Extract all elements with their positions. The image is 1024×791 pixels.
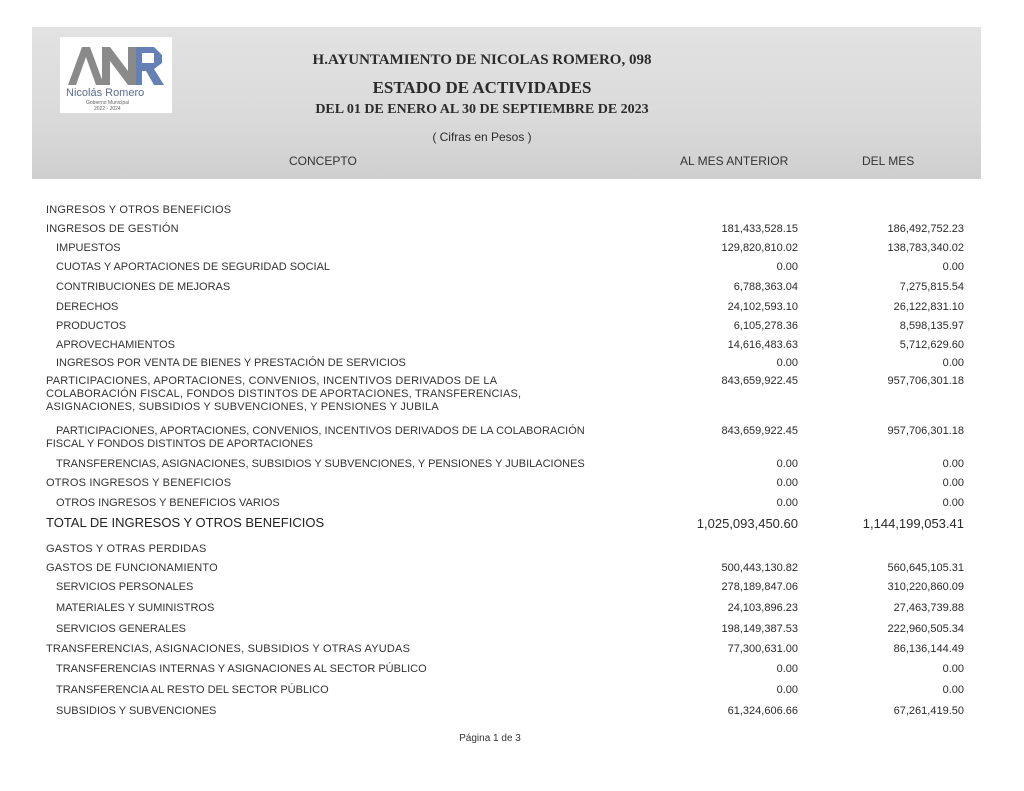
row-label: DERECHOS <box>56 301 119 313</box>
column-header-concept: CONCEPTO <box>289 154 357 168</box>
row-current-value: 957,706,301.18 <box>887 425 964 437</box>
table-row <box>0 602 1024 622</box>
row-prev-value: 0.00 <box>776 663 798 675</box>
row-current-value: 27,463,739.88 <box>893 602 964 614</box>
row-current-value: 8,598,135.97 <box>899 320 964 332</box>
row-current-value: 560,645,105.31 <box>887 562 964 574</box>
table-row <box>0 562 1024 582</box>
row-label: INGRESOS POR VENTA DE BIENES Y PRESTACIÓN DE SERVICIOS <box>56 357 406 369</box>
row-prev-value: 500,443,130.82 <box>721 562 798 574</box>
table-row <box>0 425 1024 455</box>
row-current-value: 0.00 <box>942 261 964 273</box>
row-current-value: 67,261,419.50 <box>893 705 964 717</box>
table-row <box>0 623 1024 643</box>
table-row <box>0 705 1024 725</box>
table-row <box>0 458 1024 478</box>
row-label: PARTICIPACIONES, APORTACIONES, CONVENIOS, INCENTIVOS DERIVADOS DE LA COLABORACIÓN FISCAL Y FONDOS DISTINTOS DE APORTACIONES <box>46 425 585 450</box>
row-prev-value: 129,820,810.02 <box>721 242 798 254</box>
column-header-current-month: DEL MES <box>862 154 915 168</box>
row-current-value: 0.00 <box>942 497 964 509</box>
row-prev-value: 61,324,606.66 <box>727 705 798 717</box>
row-label: GASTOS DE FUNCIONAMIENTO <box>46 562 218 574</box>
row-prev-value: 843,659,922.45 <box>721 425 798 437</box>
row-prev-value: 14,616,483.63 <box>727 339 798 351</box>
row-current-value: 1,144,199,053.41 <box>862 516 964 531</box>
row-label: APROVECHAMIENTOS <box>56 339 175 351</box>
table-row <box>0 581 1024 601</box>
row-prev-value: 6,105,278.36 <box>733 320 798 332</box>
logo-subtitle: Gobierno Municipal <box>86 100 130 106</box>
row-label: OTROS INGRESOS Y BENEFICIOS <box>46 477 232 489</box>
row-prev-value: 0.00 <box>776 497 798 509</box>
row-prev-value: 0.00 <box>776 458 798 470</box>
table-row <box>0 204 1024 224</box>
row-label: SERVICIOS PERSONALES <box>56 581 194 593</box>
table-row <box>0 339 1024 359</box>
report-title: ESTADO DE ACTIVIDADES <box>372 78 592 97</box>
table-row <box>0 320 1024 340</box>
row-label: PRODUCTOS <box>56 320 127 332</box>
row-prev-value: 1,025,093,450.60 <box>696 516 798 531</box>
table-row <box>0 663 1024 683</box>
table-row <box>0 375 1024 419</box>
table-row <box>0 543 1024 563</box>
row-label: IMPUESTOS <box>56 242 121 254</box>
table-row <box>0 497 1024 517</box>
table-row <box>0 643 1024 663</box>
row-label: OTROS INGRESOS Y BENEFICIOS VARIOS <box>56 497 280 509</box>
row-current-value: 7,275,815.54 <box>899 281 964 293</box>
row-prev-value: 181,433,528.15 <box>721 223 798 235</box>
row-current-value: 5,712,629.60 <box>899 339 964 351</box>
row-prev-value: 24,103,896.23 <box>727 602 798 614</box>
report-period: DEL 01 DE ENERO AL 30 DE SEPTIEMBRE DE 2023 <box>315 102 649 117</box>
table-row <box>0 281 1024 301</box>
row-label: GASTOS Y OTRAS PERDIDAS <box>46 543 207 555</box>
page-number: Página 1 de 3 <box>459 733 521 744</box>
table-row <box>0 357 1024 377</box>
table-row <box>0 261 1024 281</box>
table-row <box>0 477 1024 497</box>
row-current-value: 0.00 <box>942 357 964 369</box>
row-label: SERVICIOS GENERALES <box>56 623 187 635</box>
row-prev-value: 77,300,631.00 <box>727 643 798 655</box>
table-row <box>0 242 1024 262</box>
row-prev-value: 6,788,363.04 <box>733 281 798 293</box>
row-prev-value: 24,102,593.10 <box>727 301 798 313</box>
column-header-prev-month: AL MES ANTERIOR <box>680 154 789 168</box>
row-label: CONTRIBUCIONES DE MEJORAS <box>56 281 231 293</box>
row-prev-value: 198,149,387.53 <box>721 623 798 635</box>
entity-name: H.AYUNTAMIENTO DE NICOLAS ROMERO, 098 <box>312 52 652 68</box>
table-row-total <box>0 516 1024 536</box>
row-prev-value: 843,659,922.45 <box>721 375 798 387</box>
row-current-value: 0.00 <box>942 684 964 696</box>
row-label: TOTAL DE INGRESOS Y OTROS BENEFICIOS <box>46 515 325 530</box>
row-label: PARTICIPACIONES, APORTACIONES, CONVENIOS, INCENTIVOS DERIVADOS DE LA COLABORACIÓN FISCAL, FONDOS DISTINTOS DE APORTACIONES, TRANSFERENCIAS, ASIGNACIONES, SUBSIDIOS Y SUBVENCIONES, Y PENSIONES Y JUBILA <box>46 375 522 413</box>
table-row <box>0 684 1024 704</box>
row-prev-value: 278,189,847.06 <box>721 581 798 593</box>
table-row <box>0 301 1024 321</box>
row-current-value: 310,220,860.09 <box>887 581 964 593</box>
row-prev-value: 0.00 <box>776 477 798 489</box>
row-current-value: 0.00 <box>942 477 964 489</box>
logo-period: 2022 - 2024 <box>94 106 121 112</box>
row-current-value: 957,706,301.18 <box>887 375 964 387</box>
row-current-value: 86,136,144.49 <box>893 643 964 655</box>
row-current-value: 26,122,831.10 <box>893 301 964 313</box>
row-prev-value: 0.00 <box>776 357 798 369</box>
row-current-value: 138,783,340.02 <box>887 242 964 254</box>
row-label: SUBSIDIOS Y SUBVENCIONES <box>56 705 217 717</box>
row-label: TRANSFERENCIAS, ASIGNACIONES, SUBSIDIOS Y OTRAS AYUDAS <box>46 643 411 655</box>
row-label: MATERIALES Y SUMINISTROS <box>56 602 215 614</box>
row-current-value: 0.00 <box>942 663 964 675</box>
report-units: ( Cifras en Pesos ) <box>432 130 532 144</box>
table-row <box>0 223 1024 243</box>
row-current-value: 0.00 <box>942 458 964 470</box>
row-label: TRANSFERENCIAS INTERNAS Y ASIGNACIONES AL SECTOR PÚBLICO <box>56 663 427 675</box>
row-current-value: 222,960,505.34 <box>887 623 964 635</box>
row-label: TRANSFERENCIA AL RESTO DEL SECTOR PÚBLICO <box>56 684 329 696</box>
row-prev-value: 0.00 <box>776 261 798 273</box>
row-label: INGRESOS DE GESTIÓN <box>46 223 179 235</box>
row-current-value: 186,492,752.23 <box>887 223 964 235</box>
logo-name: Nicolás Romero <box>66 87 145 99</box>
row-label: INGRESOS Y OTROS BENEFICIOS <box>46 204 232 216</box>
row-label: TRANSFERENCIAS, ASIGNACIONES, SUBSIDIOS Y SUBVENCIONES, Y PENSIONES Y JUBILACIONES <box>56 458 585 470</box>
row-label: CUOTAS Y APORTACIONES DE SEGURIDAD SOCIAL <box>56 261 331 273</box>
row-prev-value: 0.00 <box>776 684 798 696</box>
